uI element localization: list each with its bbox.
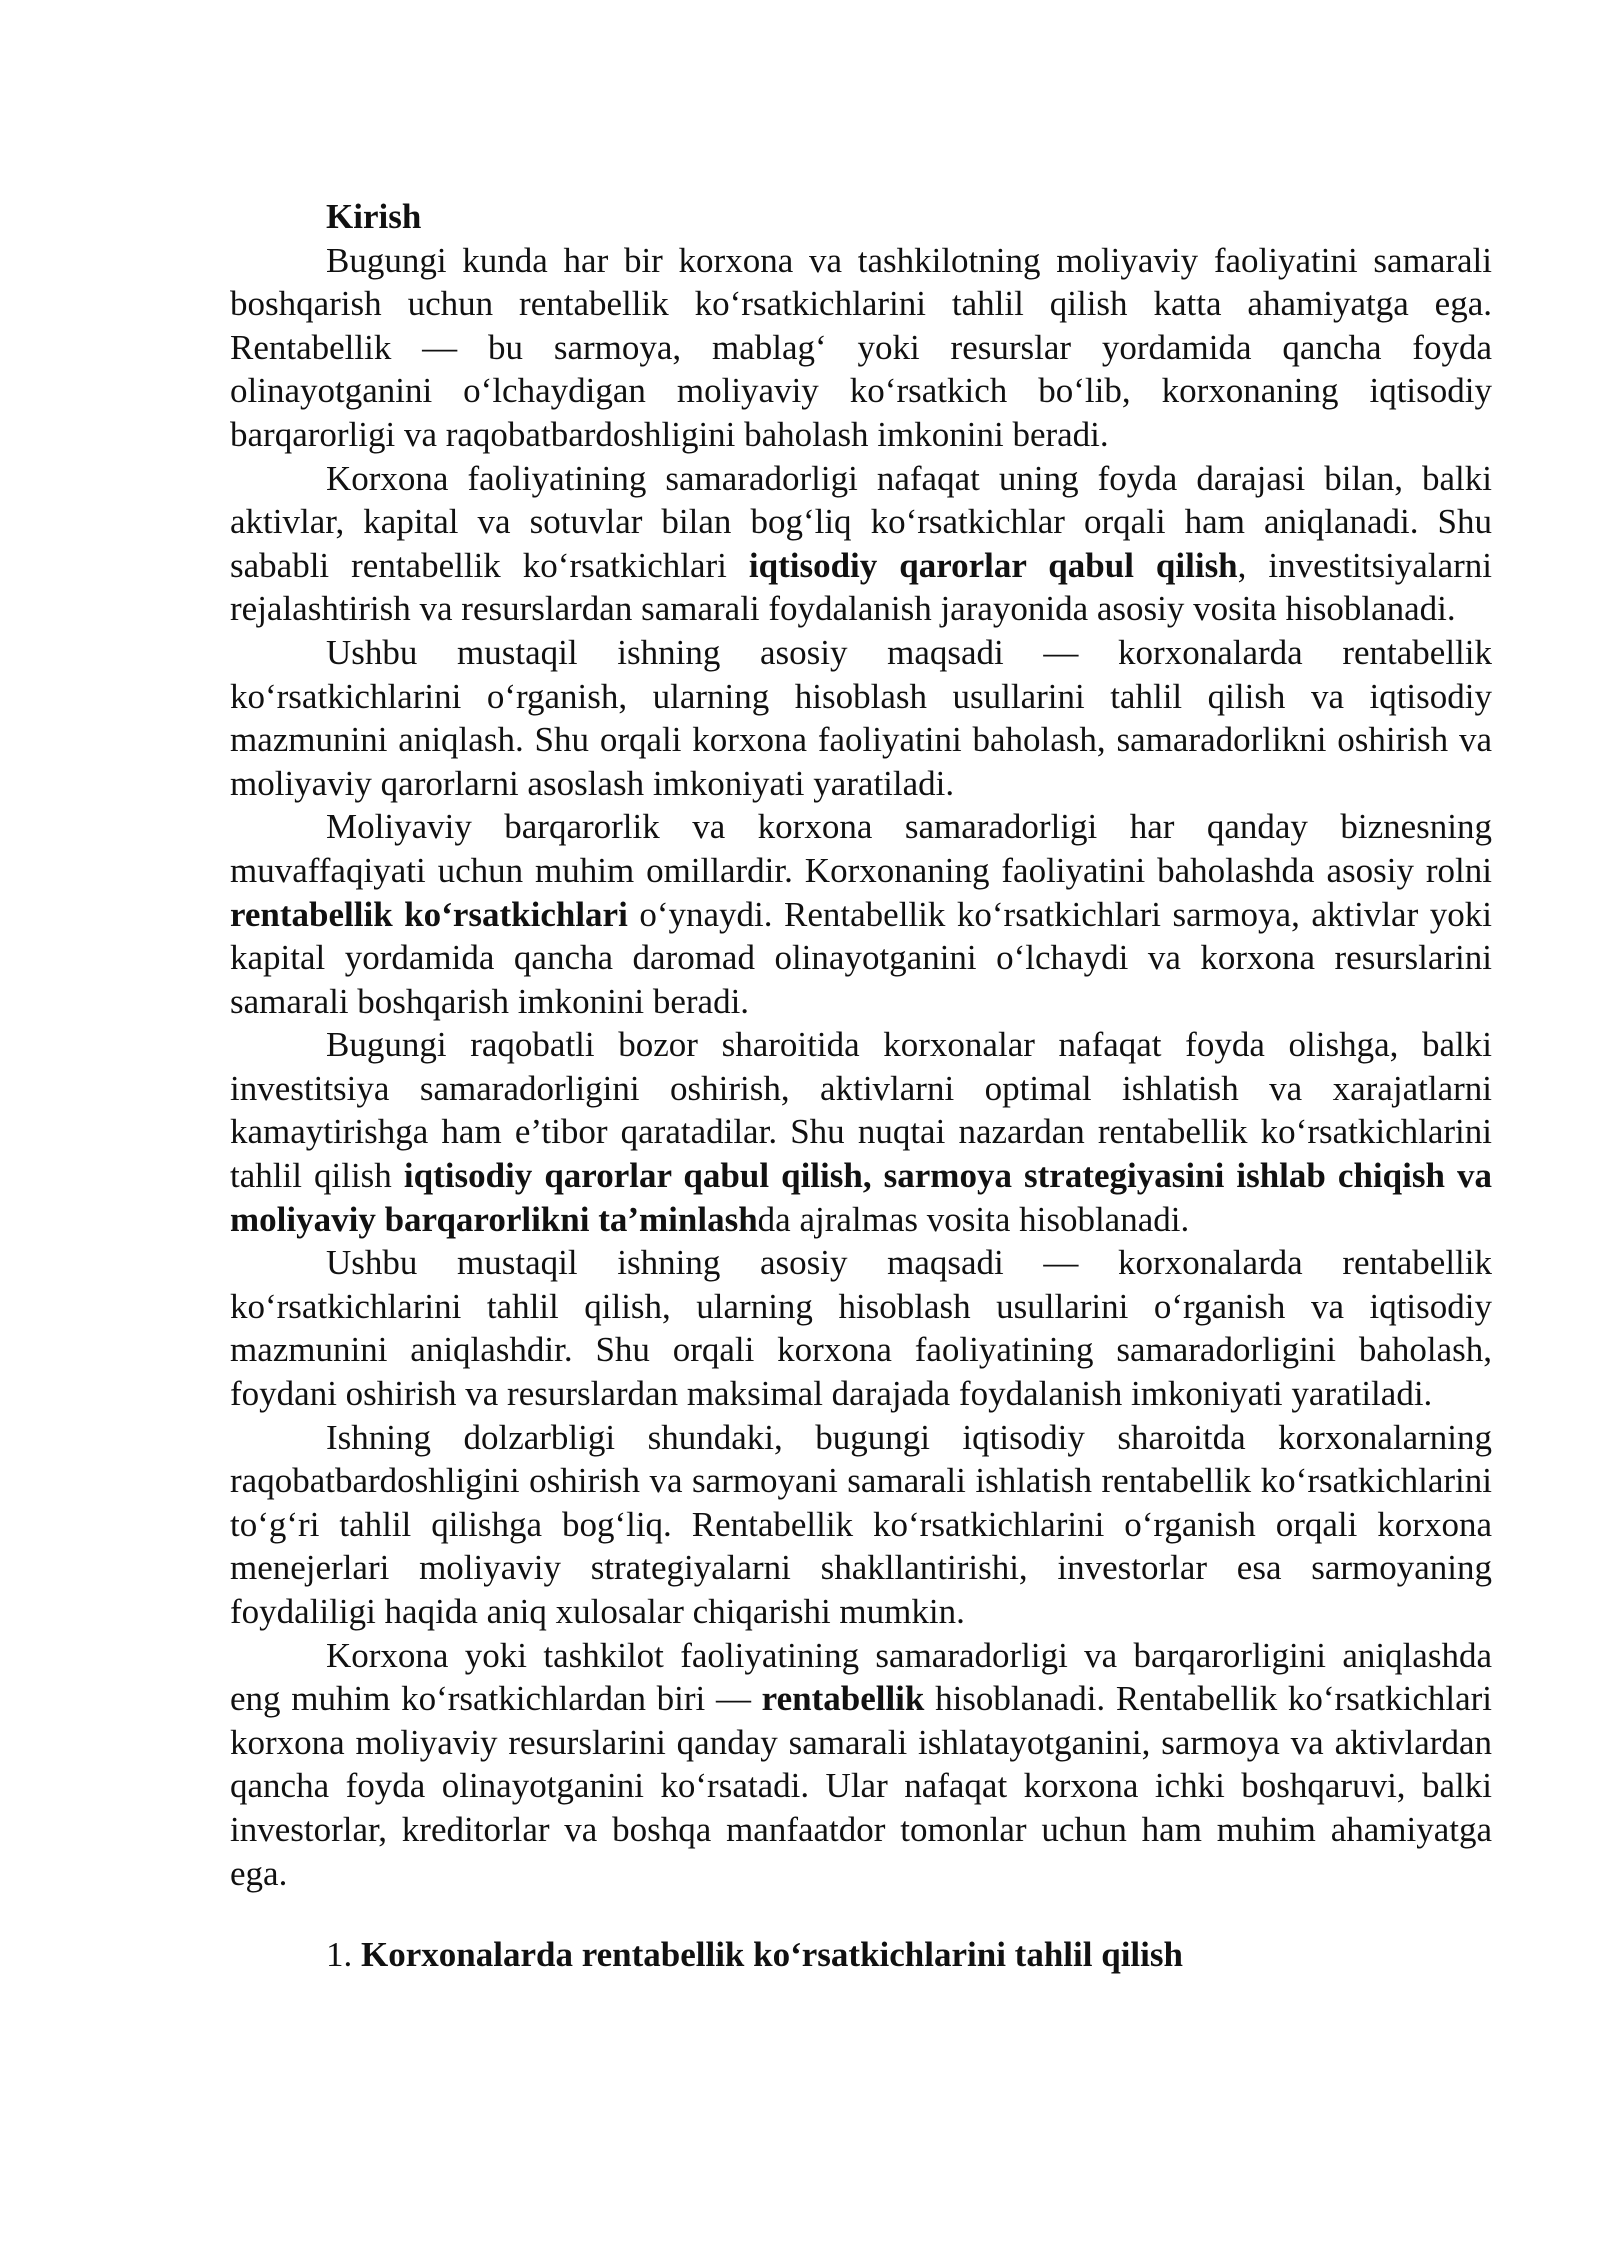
paragraph <box>230 1241 1492 1415</box>
paragraph <box>230 631 1492 805</box>
text-segment: Korxona faoliyatining samaradorligi nafaqat uning foyda darajasi bilan, balki aktivlar, kapital va sotuvlar bilan bog‘liq ko‘rsatkichlar orqali ham aniqlanadi. Shu sababli rentabellik ko‘rsatkichlari <box>230 458 1492 585</box>
text-segment: Ushbu mustaqil ishning asosiy maqsadi — korxonalarda rentabellik ko‘rsatkichlarini o‘rganish, ularning hisoblash usullarini tahlil qilish va iqtisodiy mazmunini aniqlash. Shu orqali korxona faoliyatini baholash, samaradorlikni oshirish va moliyaviy qarorlarni asoslash imkoniyati yaratiladi. <box>230 632 1492 803</box>
text-segment: hisoblanadi. Rentabellik ko‘rsatkichlari korxona moliyaviy resurslarini qanday samarali ishlatayotganini, sarmoya va aktivlardan qancha foyda olinayotganini ko‘rsatadi. Ular nafaqat korxona ichki boshqaruvi, balki investorlar, kreditorlar va boshqa manfaatdor tomonlar uchun ham muhim ahamiyatga ega. <box>230 1679 1492 1893</box>
text-segment: da ajralmas vosita hisoblanadi. <box>757 1199 1190 1239</box>
paragraphs-container <box>230 239 1492 1896</box>
text-segment: Ushbu mustaqil ishning asosiy maqsadi — korxonalarda rentabellik ko‘rsatkichlarini tahlil qilish, ularning hisoblash usullarini o‘rganish va iqtisodiy mazmunini aniqlashdir. Shu orqali korxona faoliyatining samaradorligini baholash, foydani oshirish va resurslardan maksimal darajada foydalanish imkoniyati yaratiladi. <box>230 1243 1492 1414</box>
text-segment: Korxona yoki tashkilot faoliyatining samaradorligi va barqarorligini aniqlashda eng muhim ko‘rsatkichlardan biri — <box>230 1635 1492 1719</box>
text-segment: Bugungi kunda har bir korxona va tashkilotning moliyaviy faoliyatini samarali boshqarish uchun rentabellik ko‘rsatkichlarini tahlil qilish katta ahamiyatga ega. Rentabellik — bu sarmoya, mablag‘ yoki resurslar yordamida qancha foyda olinayotganini o‘lchaydigan moliyaviy ko‘rsatkich bo‘lib, korxonaning iqtisodiy barqarorligi va raqobatbardoshligini baholash imkonini beradi. <box>230 240 1492 454</box>
section-title <box>230 1933 1492 1977</box>
paragraph <box>230 1023 1492 1241</box>
text-segment: Ishning dolzarbligi shundaki, bugungi iqtisodiy sharoitda korxonalarning raqobatbardoshligini oshirish va sarmoyani samarali ishlatish rentabellik ko‘rsatkichlarini to‘g‘ri tahlil qilishga bog‘liq. Rentabellik ko‘rsatkichlarini o‘rganish orqali korxona menejerlari moliyaviy strategiyalarni shakllantirishi, investorlar esa sarmoyaning foydaliligi haqida aniq xulosalar chiqarishi mumkin. <box>230 1417 1492 1631</box>
text-segment: Moliyaviy barqarorlik va korxona samaradorligi har qanday biznesning muvaffaqiyati uchun muhim omillardir. Korxonaning faoliyatini baholashda asosiy rolni <box>230 807 1492 890</box>
text-segment: , investitsiyalarni rejalashtirish va resurslardan samarali foydalanish jarayonida asosiy vosita hisoblanadi. <box>230 545 1492 629</box>
document-heading: Kirish <box>326 197 422 236</box>
bold-text: rentabellik <box>761 1679 925 1719</box>
paragraph <box>230 457 1492 631</box>
bold-text: iqtisodiy qarorlar qabul qilish, sarmoya strategiyasini ishlab chiqish va moliyaviy barqarorlikni ta’minlash <box>230 1156 1492 1239</box>
bold-text: iqtisodiy qarorlar qabul qilish <box>748 545 1238 585</box>
paragraph <box>230 1416 1492 1634</box>
bold-text: rentabellik ko‘rsatkichlari <box>230 894 628 934</box>
document-page <box>230 195 1492 1977</box>
text-segment: Bugungi raqobatli bozor sharoitida korxonalar nafaqat foyda olishga, balki investitsiya samaradorligini oshirish, aktivlarni optimal ishlatish va xarajatlarni kamaytirishga ham e’tibor qaratadilar. Shu nuqtai nazardan rentabellik ko‘rsatkichlarini tahlil qilish <box>230 1025 1492 1196</box>
text-segment: o‘ynaydi. Rentabellik ko‘rsatkichlari sarmoya, aktivlar yoki kapital yordamida qancha daromad olinayotganini o‘lchaydi va korxona resurslarini samarali boshqarish imkonini beradi. <box>230 894 1492 1021</box>
section-title-text: Korxonalarda rentabellik ko‘rsatkichlarini tahlil qilish <box>361 1935 1183 1975</box>
paragraph <box>230 805 1492 1023</box>
paragraph <box>230 1634 1492 1896</box>
paragraph <box>230 239 1492 457</box>
section-number: 1. <box>326 1935 353 1975</box>
